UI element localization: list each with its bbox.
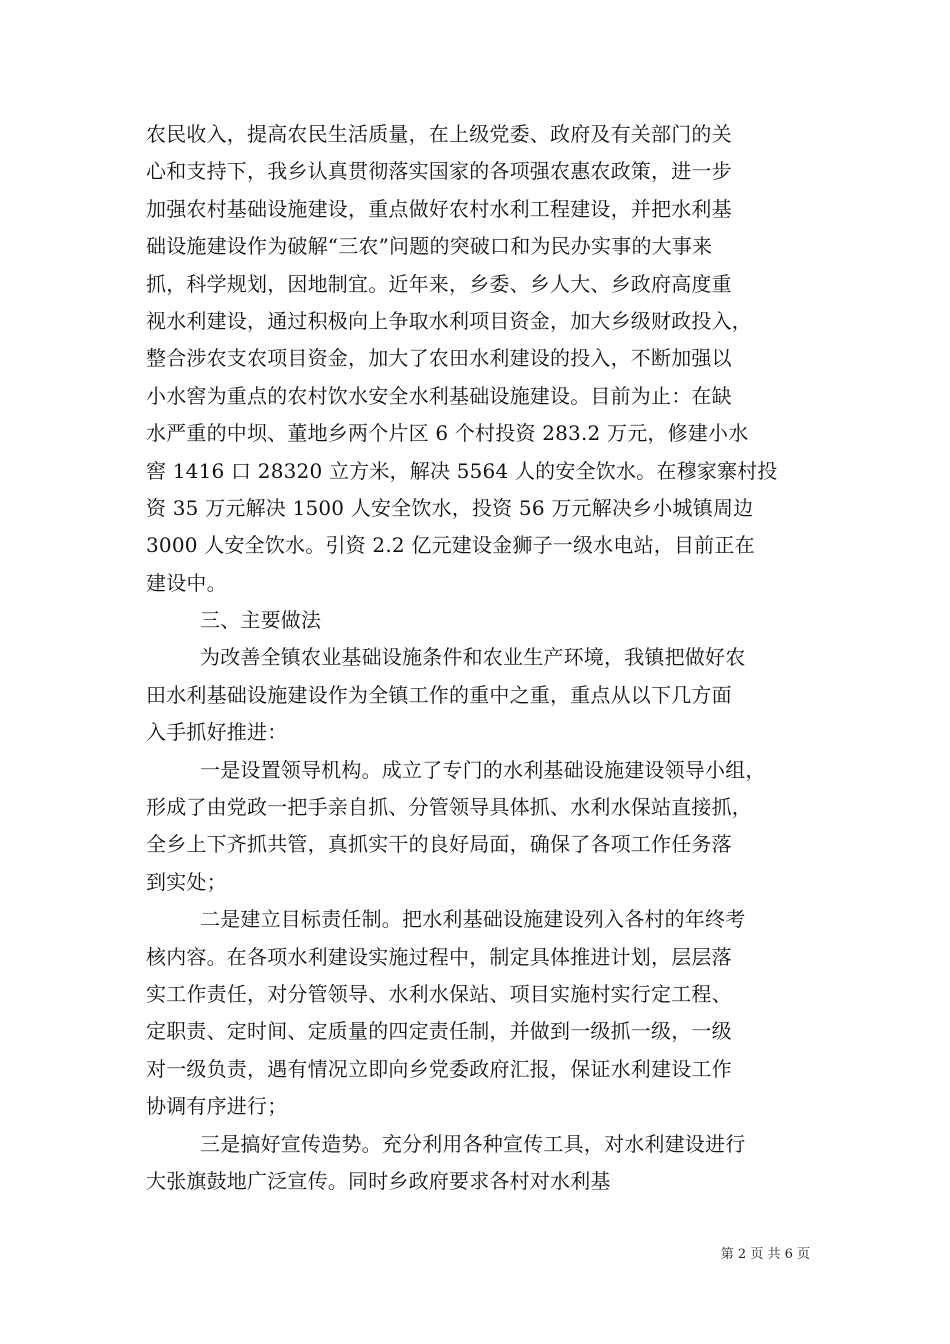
text-line: 农民收入，提高农民生活质量，在上级党委、政府及有关部门的关 [146,122,732,146]
text-line: 形成了由党政一把手亲自抓、分管领导具体抓、水利水保站直接抓， [146,795,752,820]
text-line: 资 35 万元解决 1500 人安全饮水，投资 56 万元解决乡小城镇周边 [146,495,754,520]
text-line: 视水利建设，通过积极向上争取水利项目资金，加大乡级财政投入， [146,308,752,333]
text-line: 二是建立目标责任制。把水利基础设施建设列入各村的年终考 [200,907,746,932]
text-line: 对一级负责，遇有情况立即向乡党委政府汇报，保证水利建设工作 [146,1056,732,1081]
text-line: 实工作责任，对分管领导、水利水保站、项目实施村实行定工程、 [146,981,732,1006]
text-line: 田水利基础设施建设作为全镇工作的重中之重，重点从以下几方面 [146,682,732,707]
text-line: 定职责、定时间、定质量的四定责任制，并做到一级抓一级，一级 [146,1019,732,1044]
text-line: 协调有序进行； [146,1094,288,1119]
text-line: 窖 1416 口 28320 立方米，解决 5564 人的安全饮水。在穆家寨村投 [146,458,778,483]
text-line: 建设中。 [146,570,227,595]
document-body [146,116,810,1200]
text-line: 水严重的中坝、董地乡两个片区 6 个村投资 283.2 万元，修建小水 [146,421,749,446]
text-line: 到实处； [146,869,227,894]
text-line: 心和支持下，我乡认真贯彻落实国家的各项强农惠农政策，进一步 [146,159,732,184]
text-line: 三是搞好宣传造势。充分利用各种宣传工具，对水利建设进行 [200,1131,746,1156]
text-line: 加强农村基础设施建设，重点做好农村水利工程建设，并把水利基 [146,196,732,221]
text-line: 为改善全镇农业基础设施条件和农业生产环境，我镇把做好农 [200,645,746,670]
section-heading: 三、主要做法 [200,608,322,633]
text-line: 小水窖为重点的农村饮水安全水利基础设施建设。目前为止：在缺 [146,383,732,408]
text-line: 大张旗鼓地广泛宣传。同时乡政府要求各村对水利基 [146,1168,611,1193]
text-line: 础设施建设作为破解“三农”问题的突破口和为民办实事的大事来 [146,234,713,259]
text-line: 整合涉农支农项目资金，加大了农田水利建设的投入，不断加强以 [146,346,732,371]
text-line: 一是设置领导机构。成立了专门的水利基础设施建设领导小组， [200,757,766,782]
text-line: 入手抓好推进： [146,720,288,745]
text-line: 核内容。在各项水利建设实施过程中，制定具体推进计划，层层落 [146,944,732,969]
text-line: 3000 人安全饮水。引资 2.2 亿元建设金狮子一级水电站，目前正在 [146,533,755,558]
page-number: 第 2 页 共 6 页 [720,1247,810,1262]
text-line: 全乡上下齐抓共管，真抓实干的良好局面，确保了各项工作任务落 [146,832,732,857]
text-line: 抓，科学规划，因地制宜。近年来，乡委、乡人大、乡政府高度重 [146,271,732,296]
